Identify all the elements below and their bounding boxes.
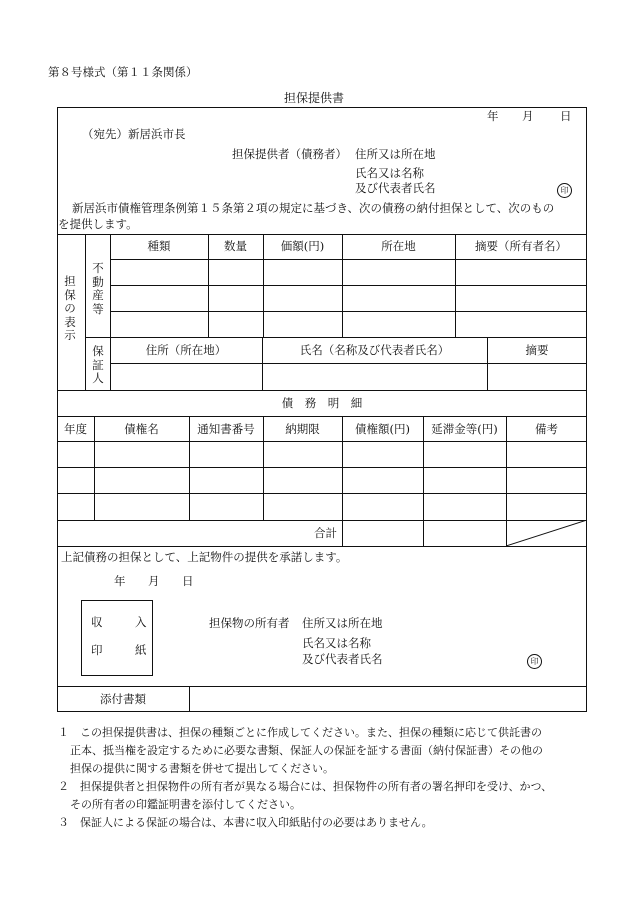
guarantor-header: 氏名（名称及び代表者氏名） [299,343,450,357]
real-estate-header: 種類 [147,239,171,253]
consent-day-label: 日 [182,574,194,588]
guarantor-header: 住所（所在地） [145,343,227,357]
owner-name-label: 氏名又は名称 [302,636,371,650]
consent-statement: 上記債務の担保として、上記物件の提供を承諾します。 [61,550,348,564]
form-number: 第８号様式（第１１条関係） [48,65,198,79]
collateral-sublabel-divider [110,234,111,390]
owner-rep-label: 及び代表者氏名 [302,652,383,666]
debt-header: 納期限 [285,422,320,436]
rule [85,337,587,338]
real-estate-header: 摘要（所有者名） [475,239,567,253]
debt-header: 備考 [535,422,558,436]
rule [110,285,587,286]
debt-title: 債 務 明 細 [281,396,363,410]
rule [110,311,587,312]
real-estate-header: 所在地 [381,239,416,253]
rule [57,686,587,687]
owner-address-label: 住所又は所在地 [302,616,383,630]
rule [423,416,424,546]
debt-header: 年度 [64,422,87,436]
note-line: 正本、抵当権を設定するために必要な書類、保証人の保証を証する書面（納付保証書）その他の [70,744,543,757]
note-line: その所有者の印鑑証明書を添付してください。 [70,798,301,811]
stamp-text: 収 [91,615,103,629]
attachments-label: 添付書類 [100,692,146,706]
total-label: 合計 [314,526,337,540]
rule [342,416,343,546]
stamp-text: 印 [91,643,103,657]
provider-address-label: 住所又は所在地 [355,147,436,161]
owner-seal-icon: 印 [527,654,542,669]
consent-year-label: 年 [114,574,126,588]
consent-month-label: 月 [148,574,160,588]
provider-role: 担保提供者（債務者） [232,147,347,161]
total-remarks-diagonal [506,520,587,546]
statement-line-2: を提供します。 [58,217,138,231]
rule [57,416,587,417]
debt-header: 通知書番号 [197,422,255,436]
collateral-label-divider [85,234,86,390]
revenue-stamp-box [81,600,153,676]
rule [57,493,587,494]
document-title: 担保提供書 [284,91,345,105]
date-day-label: 日 [560,109,572,123]
rule [110,259,587,260]
date-month-label: 月 [522,109,534,123]
debt-header: 債権額(円) [355,422,410,436]
rule [110,363,587,364]
collateral-top-rule [57,234,587,235]
note-line: １ この担保提供書は、担保の種類ごとに作成してください。また、担保の種類に応じて供託書の [58,726,542,739]
provider-name-label: 氏名又は名称 [355,166,424,180]
note-line: ２ 担保提供者と担保物件の所有者が異なる場合には、担保物件の所有者の署名押印を受け、かつ、 [58,780,553,793]
rule [189,686,190,712]
stamp-text: 紙 [135,643,147,657]
debt-header: 延滞金等(円) [431,422,498,436]
debt-header: 債権名 [124,422,159,436]
real-estate-header: 数量 [224,239,247,253]
provider-seal-icon: 印 [557,183,572,198]
rule [57,546,587,547]
stamp-text: 入 [135,615,147,629]
rule [57,467,587,468]
note-line: 担保の提供に関する書類を併せて提出してください。 [70,762,334,775]
note-line: ３ 保証人による保証の場合は、本書に収入印紙貼付の必要はありません。 [58,816,433,829]
rule [57,390,587,391]
collateral-label: 担保の表示 [64,274,76,342]
date-year-label: 年 [487,109,499,123]
real-estate-header: 価額(円) [280,239,325,253]
owner-role: 担保物の所有者 [209,616,290,630]
addressee: （宛先）新居浜市長 [82,127,186,141]
guarantor-header: 摘要 [525,343,549,357]
provider-rep-label: 及び代表者氏名 [355,181,436,195]
statement-line-1: 新居浜市債権管理条例第１５条第２項の規定に基づき、次の債務の納付担保として、次のもの [72,201,555,215]
guarantor-label: 保証人 [92,344,104,385]
real-estate-label: 不動産等 [92,261,104,316]
rule [57,441,587,442]
